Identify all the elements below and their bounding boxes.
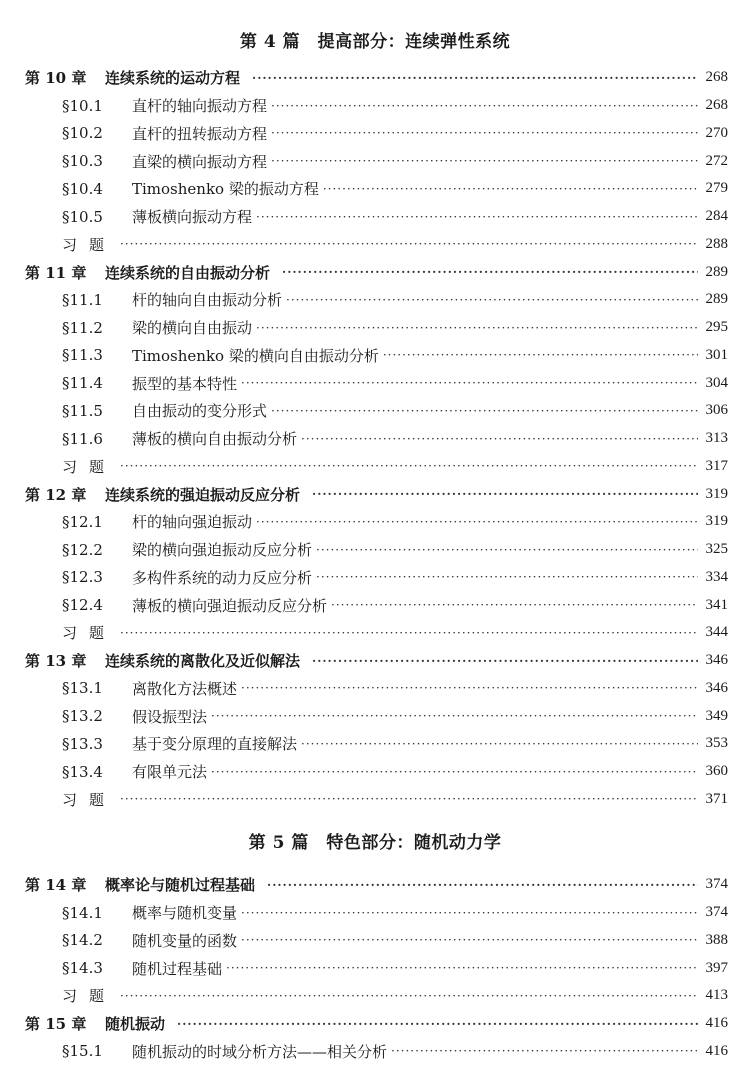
dot-leader xyxy=(241,376,698,390)
page-number: 341 xyxy=(705,596,728,613)
dot-leader xyxy=(301,737,698,751)
entry-label: 第 13 章 xyxy=(25,652,87,671)
toc-section-entry[interactable] xyxy=(0,175,750,203)
entry-label: §14.3 xyxy=(62,959,103,978)
page-number: 325 xyxy=(705,541,728,558)
entry-label: §11.5 xyxy=(62,401,103,420)
toc-section-entry[interactable] xyxy=(0,147,750,175)
toc-chapter-entry[interactable] xyxy=(0,1010,750,1038)
page-number: 272 xyxy=(705,152,728,169)
dot-leader xyxy=(177,1017,698,1031)
page-number: 268 xyxy=(705,97,728,114)
page-number: 317 xyxy=(705,457,728,474)
dot-leader xyxy=(120,792,698,806)
toc-section-entry[interactable] xyxy=(0,927,750,955)
entry-label: 第 15 章 xyxy=(25,1015,87,1034)
entry-title: 薄板的横向自由振动分析 xyxy=(132,430,298,449)
toc-chapter-entry[interactable] xyxy=(0,871,750,899)
entry-title: 薄板的横向强迫振动反应分析 xyxy=(132,596,328,615)
entry-title: 连续系统的自由振动分析 xyxy=(105,263,271,282)
entry-title: 连续系统的运动方程 xyxy=(105,69,241,88)
entry-label: 习题 xyxy=(62,624,117,643)
dot-leader xyxy=(226,961,698,975)
dot-leader xyxy=(323,182,698,196)
part-5-toc xyxy=(0,871,750,1065)
entry-title: 离散化方法概述 xyxy=(132,679,238,698)
dot-leader xyxy=(316,543,698,557)
toc-section-entry[interactable] xyxy=(0,120,750,148)
entry-label: 习题 xyxy=(62,235,117,254)
toc-section-entry[interactable] xyxy=(0,536,750,564)
entry-label: §12.2 xyxy=(62,540,103,559)
entry-label: 第 14 章 xyxy=(25,876,87,895)
dot-leader xyxy=(211,709,698,723)
page-number: 279 xyxy=(705,180,728,197)
entry-label: §11.4 xyxy=(62,374,103,393)
entry-label: §11.1 xyxy=(62,290,103,309)
entry-title: 杆的轴向自由振动分析 xyxy=(132,291,283,310)
toc-section-entry[interactable] xyxy=(0,92,750,120)
page-number: 301 xyxy=(705,346,728,363)
part-4-title: 第 4 篇 提高部分：连续弹性系统 xyxy=(239,32,511,52)
page-number: 413 xyxy=(705,987,728,1004)
toc-section-entry[interactable] xyxy=(0,899,750,927)
page-number: 319 xyxy=(705,513,728,530)
entry-label: §10.3 xyxy=(62,152,103,171)
toc-exercise-entry[interactable] xyxy=(0,231,750,259)
entry-title: 连续系统的强迫振动反应分析 xyxy=(105,485,301,504)
page-number: 268 xyxy=(705,69,728,86)
dot-leader xyxy=(312,487,698,501)
entry-title: Timoshenko 梁的振动方程 xyxy=(132,180,319,199)
dot-leader xyxy=(241,906,698,920)
entry-title: 概率与随机变量 xyxy=(132,904,238,923)
page-number: 306 xyxy=(705,402,728,419)
entry-label: 习题 xyxy=(62,457,117,476)
entry-title: 随机振动的时域分析方法——相关分析 xyxy=(132,1042,388,1061)
dot-leader xyxy=(286,293,698,307)
entry-label: §10.2 xyxy=(62,124,103,143)
page-number: 344 xyxy=(705,624,728,641)
dot-leader xyxy=(241,933,698,947)
entry-title: 直梁的横向振动方程 xyxy=(132,152,268,171)
entry-label: §13.4 xyxy=(62,762,103,781)
entry-label: §11.2 xyxy=(62,318,103,337)
toc-chapter-entry[interactable] xyxy=(0,480,750,508)
page-number: 313 xyxy=(705,430,728,447)
entry-title: 随机振动 xyxy=(105,1015,166,1034)
entry-label: §10.5 xyxy=(62,207,103,226)
page-number: 289 xyxy=(705,263,728,280)
dot-leader xyxy=(301,432,698,446)
dot-leader xyxy=(271,404,698,418)
entry-title: 概率论与随机过程基础 xyxy=(105,876,256,895)
dot-leader xyxy=(312,654,698,668)
toc-exercise-entry[interactable] xyxy=(0,982,750,1010)
entry-title: 有限单元法 xyxy=(132,763,208,782)
entry-label: §13.3 xyxy=(62,734,103,753)
dot-leader xyxy=(211,765,698,779)
dot-leader xyxy=(271,99,698,113)
dot-leader xyxy=(267,878,698,892)
dot-leader xyxy=(241,681,698,695)
page-number: 295 xyxy=(705,319,728,336)
entry-label: §13.2 xyxy=(62,707,103,726)
dot-leader xyxy=(271,154,698,168)
dot-leader xyxy=(331,598,698,612)
entry-title: 假设振型法 xyxy=(132,707,208,726)
dot-leader xyxy=(252,71,698,85)
toc-section-entry[interactable] xyxy=(0,314,750,342)
page-number: 346 xyxy=(705,679,728,696)
toc-section-entry[interactable] xyxy=(0,425,750,453)
entry-label: 第 12 章 xyxy=(25,485,87,504)
entry-label: 第 11 章 xyxy=(25,263,87,282)
toc-section-entry[interactable] xyxy=(0,508,750,536)
entry-title: 振型的基本特性 xyxy=(132,374,238,393)
toc-section-entry[interactable] xyxy=(0,286,750,314)
toc-section-entry[interactable] xyxy=(0,954,750,982)
toc-section-entry[interactable] xyxy=(0,675,750,703)
page-number: 289 xyxy=(705,291,728,308)
entry-title: Timoshenko 梁的横向自由振动分析 xyxy=(132,346,379,365)
page-number: 270 xyxy=(705,124,728,141)
toc-section-entry[interactable] xyxy=(0,342,750,370)
entry-label: §10.1 xyxy=(62,96,103,115)
page-number: 388 xyxy=(705,931,728,948)
entry-title: 连续系统的离散化及近似解法 xyxy=(105,652,301,671)
dot-leader xyxy=(120,459,698,473)
dot-leader xyxy=(316,570,698,584)
page-number: 360 xyxy=(705,763,728,780)
page-number: 371 xyxy=(705,790,728,807)
entry-label: §12.3 xyxy=(62,568,103,587)
toc-exercise-entry[interactable] xyxy=(0,619,750,647)
entry-label: 第 10 章 xyxy=(25,69,87,88)
entry-label: §12.1 xyxy=(62,512,103,531)
entry-label: 习题 xyxy=(62,790,117,809)
dot-leader xyxy=(256,515,698,529)
dot-leader xyxy=(120,237,698,251)
entry-label: §11.6 xyxy=(62,429,103,448)
dot-leader xyxy=(256,321,698,335)
entry-label: §15.1 xyxy=(62,1042,103,1061)
entry-title: 杆的轴向强迫振动 xyxy=(132,513,253,532)
toc-section-entry[interactable] xyxy=(0,758,750,786)
page-number: 353 xyxy=(705,735,728,752)
entry-title: 直杆的扭转振动方程 xyxy=(132,124,268,143)
entry-title: 基于变分原理的直接解法 xyxy=(132,735,298,754)
dot-leader xyxy=(271,126,698,140)
toc-exercise-entry[interactable] xyxy=(0,453,750,481)
entry-label: §11.3 xyxy=(62,346,103,365)
toc-section-entry[interactable] xyxy=(0,369,750,397)
page-number: 397 xyxy=(705,959,728,976)
entry-label: §13.1 xyxy=(62,679,103,698)
toc-exercise-entry[interactable] xyxy=(0,786,750,814)
entry-title: 直杆的轴向振动方程 xyxy=(132,97,268,116)
entry-title: 梁的横向自由振动 xyxy=(132,319,253,338)
entry-title: 随机变量的函数 xyxy=(132,931,238,950)
entry-title: 薄板横向振动方程 xyxy=(132,208,253,227)
dot-leader xyxy=(256,210,698,224)
page-number: 304 xyxy=(705,374,728,391)
page-number: 374 xyxy=(705,904,728,921)
dot-leader xyxy=(120,626,698,640)
page-number: 349 xyxy=(705,707,728,724)
dot-leader xyxy=(391,1044,698,1058)
page-number: 319 xyxy=(705,485,728,502)
page-number: 284 xyxy=(705,208,728,225)
page-number: 416 xyxy=(705,1042,728,1059)
dot-leader xyxy=(120,989,698,1003)
toc-chapter-entry[interactable] xyxy=(0,64,750,92)
entry-label: §14.1 xyxy=(62,903,103,922)
toc-section-entry[interactable] xyxy=(0,1038,750,1066)
page-number: 346 xyxy=(705,652,728,669)
toc-chapter-entry[interactable] xyxy=(0,258,750,286)
dot-leader xyxy=(383,348,698,362)
toc-section-entry[interactable] xyxy=(0,591,750,619)
dot-leader xyxy=(282,265,698,279)
entry-title: 多构件系统的动力反应分析 xyxy=(132,568,313,587)
part-4-toc xyxy=(0,64,750,813)
page-number: 416 xyxy=(705,1015,728,1032)
entry-title: 随机过程基础 xyxy=(132,959,223,978)
entry-label: §14.2 xyxy=(62,931,103,950)
toc-chapter-entry[interactable] xyxy=(0,647,750,675)
toc-section-entry[interactable] xyxy=(0,397,750,425)
entry-title: 自由振动的变分形式 xyxy=(132,402,268,421)
entry-label: §12.4 xyxy=(62,596,103,615)
toc-section-entry[interactable] xyxy=(0,730,750,758)
part-5-title: 第 5 篇 特色部分：随机动力学 xyxy=(248,833,502,853)
entry-label: §10.4 xyxy=(62,179,103,198)
page-number: 334 xyxy=(705,568,728,585)
toc-section-entry[interactable] xyxy=(0,203,750,231)
page-number: 288 xyxy=(705,235,728,252)
toc-section-entry[interactable] xyxy=(0,702,750,730)
page-number: 374 xyxy=(705,876,728,893)
toc-section-entry[interactable] xyxy=(0,564,750,592)
entry-title: 梁的横向强迫振动反应分析 xyxy=(132,541,313,560)
entry-label: 习题 xyxy=(62,987,117,1006)
